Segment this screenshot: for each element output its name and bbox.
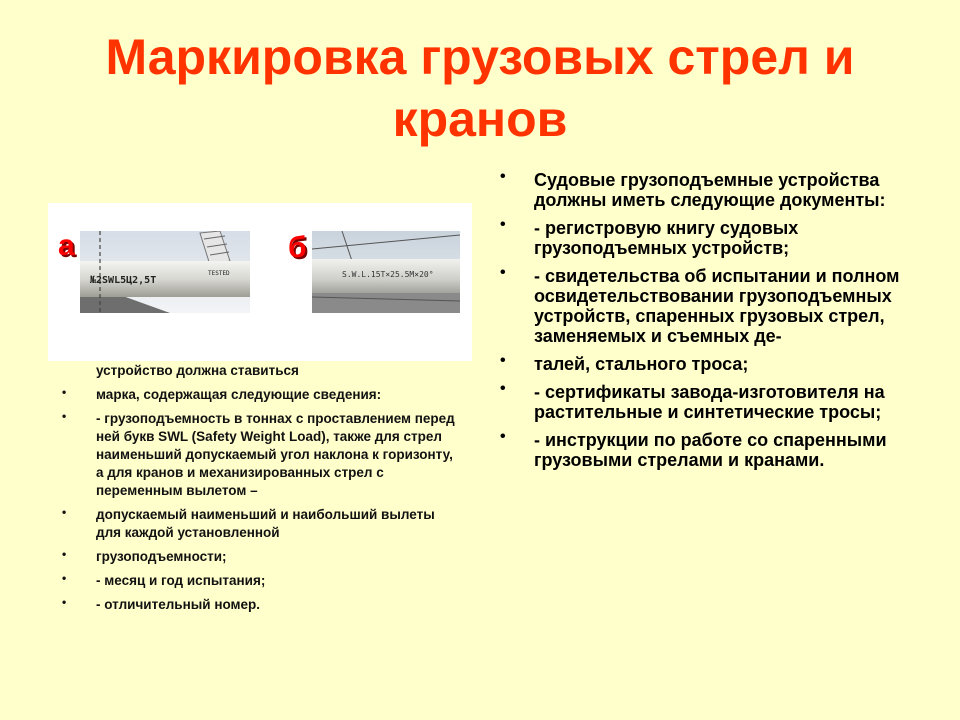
bullet-icon: •: [62, 409, 67, 423]
bullet-icon: •: [62, 385, 67, 399]
bullet-icon: •: [500, 428, 506, 445]
bullet-icon: •: [62, 547, 67, 561]
left-list-item: • - месяц и год испытания;: [62, 571, 266, 588]
bullet-icon: •: [62, 595, 67, 609]
right-list-item: • - инструкции по работе со спаренными грузовыми стрелами и кранами.: [500, 428, 887, 470]
left-list: [62, 362, 462, 620]
photo-label-a: а: [58, 229, 75, 262]
right-list-item: • - свидетельства об испытании и полном освидетельствовании грузоподъемных устройств, спаренных грузовых стрел, заменяемых и съемных де-: [500, 264, 900, 346]
bullet-icon: •: [500, 380, 506, 397]
left-list-item: • допускаемый наименьший и наибольший вылеты для каждой установленной: [62, 505, 435, 540]
photo-boom-a: [80, 231, 250, 313]
left-list-first-line: устройство должна ставиться: [96, 363, 299, 378]
bullet-icon: •: [62, 571, 67, 585]
boom-b-marking-text: S.W.L.15T×25.5M×20°: [342, 270, 434, 279]
boom-a-tested-text: TESTED: [208, 270, 230, 277]
photo-panel: [48, 203, 472, 361]
photo-boom-a-image: [80, 231, 250, 313]
slide-title: [0, 26, 960, 150]
left-list-item: • грузоподъемности;: [62, 547, 227, 564]
bullet-icon: •: [500, 352, 506, 369]
bullet-icon: •: [500, 216, 506, 233]
right-list: [500, 170, 910, 478]
photo-boom-b: [312, 231, 460, 313]
right-list-item: • Судовые грузоподъемные устройства должны иметь следующие документы:: [500, 168, 886, 210]
photo-label-b: б: [288, 231, 307, 264]
right-list-item: • - регистровую книгу судовых грузоподъемных устройств;: [500, 216, 799, 258]
bullet-icon: •: [62, 505, 67, 519]
title-line-2: кранов: [392, 91, 568, 147]
bullet-icon: •: [500, 168, 506, 185]
right-list-item: • - сертификаты завода-изготовителя на растительные и синтетические тросы;: [500, 380, 885, 422]
title-line-1: Маркировка грузовых стрел и: [105, 29, 855, 85]
right-list-item: • талей, стального троса;: [500, 352, 749, 374]
left-list-item: • - грузоподъемность в тоннах с проставлением перед ней букв SWL (Safety Weight Load), также для стрел наименьший допускаемый угол наклона к горизонту, а для кранов и механизированных стрел с переменным вылетом –: [62, 409, 455, 498]
left-list-item: • - отличительный номер.: [62, 595, 261, 612]
boom-a-marking-text: №2SWL5Ц2,5Т: [90, 275, 157, 286]
left-list-item: • марка, содержащая следующие сведения:: [62, 385, 382, 402]
photo-boom-b-image: [312, 231, 460, 313]
bullet-icon: •: [500, 264, 506, 281]
